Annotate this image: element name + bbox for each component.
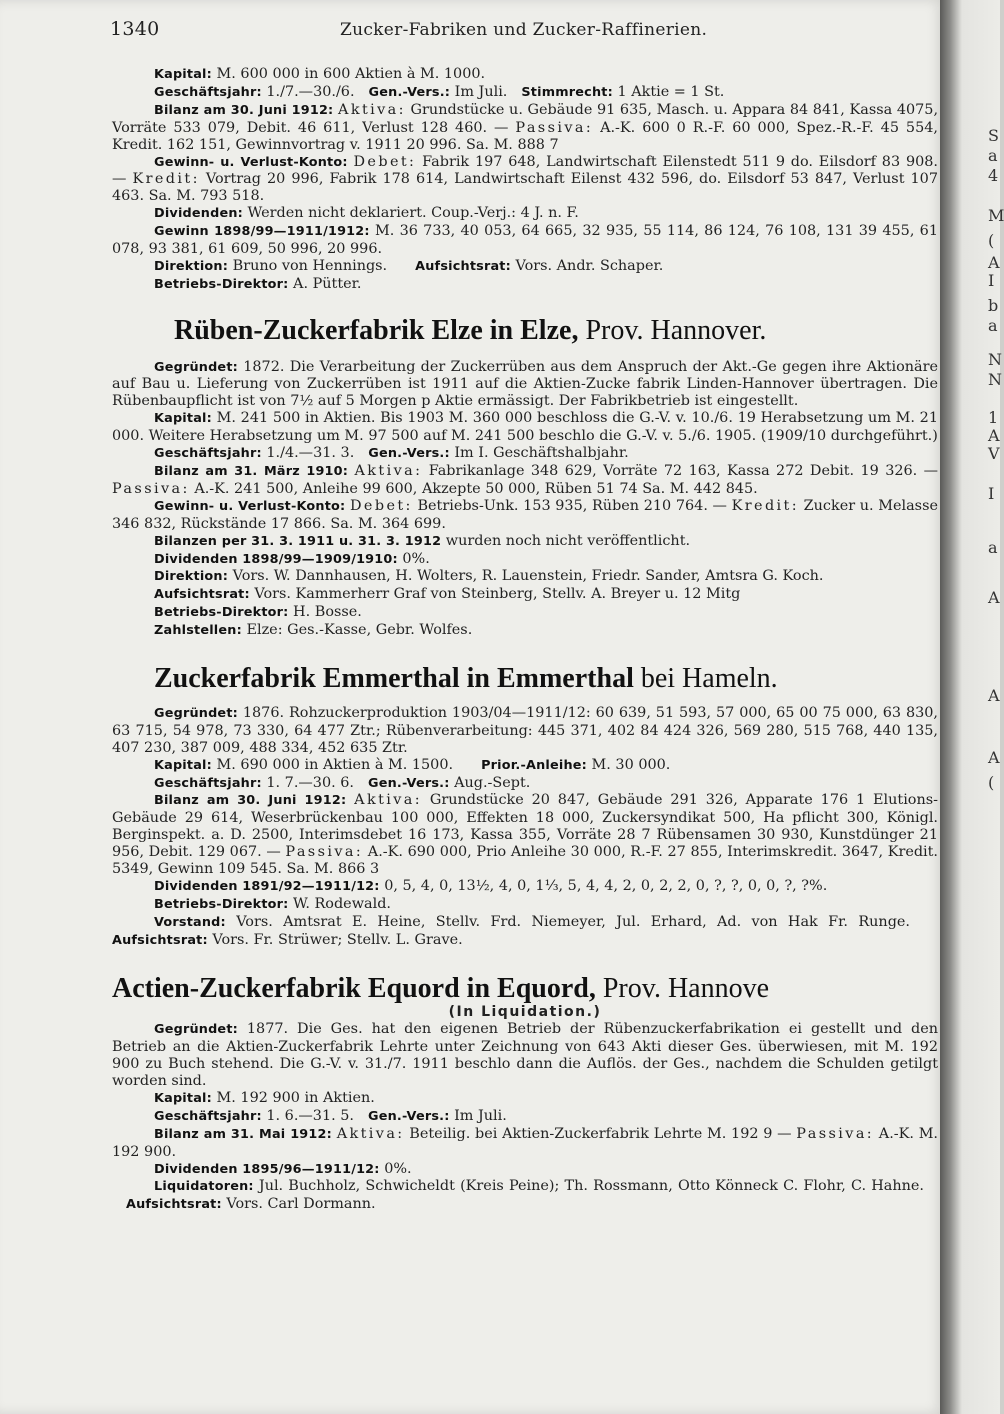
gegruendet-text: 1877. Die Ges. hat den eigenen Betrieb der Rübenzuckerfabrikation ei gestellt und den Betrieb an die Aktien-Zuckerfabrik Lehrte unter Zeichnung von 643 Akti dieser Ges. überwiesen, mit M. 192 900 zu Buch stehend. Die G.-V. v. 31./7. 1911 beschlo dann die Auflös. der Ges., nachdem die Schulden getilgt worden sind. xyxy=(112,1021,938,1089)
genvers-label: Gen.-Vers.: xyxy=(368,775,450,791)
bilanz-label: Bilanz am 30. Juni 1912: xyxy=(154,793,347,809)
bilanz-paragraph xyxy=(112,463,938,498)
entry-equord xyxy=(112,974,938,1215)
kredit-text: Zucker u. Melasse 346 832, Rückstände 17 866. Sa. M. 364 699. xyxy=(112,497,938,532)
prioranleihe-label: Prior.-Anleihe: xyxy=(481,757,587,773)
aktiva-label: Aktiva: xyxy=(336,1125,405,1142)
vorstand-paragraph xyxy=(112,914,938,950)
kapital-paragraph xyxy=(112,410,938,445)
stimmrecht-label: Stimmrecht: xyxy=(521,84,613,100)
dividenden-text: 0%. xyxy=(384,1160,412,1177)
passiva-text: A.-K. 690 000, Prio Anleihe 30 000, R.-F. 27 855, Interimskredit. 3647, Kredit. 5349, Gewinn 109 545. Sa. M. 866 3 xyxy=(112,844,939,878)
vorstand-label: Vorstand: xyxy=(154,914,226,930)
entry-emmerthal xyxy=(112,664,938,949)
kapital-label: Kapital: xyxy=(154,411,212,427)
gegruendet-paragraph xyxy=(112,705,938,757)
margin-glyph: b xyxy=(988,296,999,315)
geschaeftsjahr-label: Geschäftsjahr: xyxy=(154,446,262,462)
betriebsdirektor-text: W. Rodewald. xyxy=(293,895,391,912)
aufsichtsrat-label: Aufsichtsrat: xyxy=(415,258,511,274)
dividenden-line xyxy=(112,551,938,569)
kredit-label: Kredit: xyxy=(132,171,200,188)
dividenden-line xyxy=(112,1161,938,1179)
margin-glyph: A xyxy=(988,748,1000,767)
facing-page-margin xyxy=(986,0,1004,1414)
debet-text: Fabrik 197 648, Landwirtschaft Eilenstedt 511 9 do. Eilsdorf 83 908. — xyxy=(112,153,938,188)
gegruendet-label: Gegründet: xyxy=(154,359,238,375)
kapital-label: Kapital: xyxy=(154,1090,212,1106)
kapital-line xyxy=(112,66,938,84)
kapital-line xyxy=(112,1090,938,1108)
passiva-text: A.-K. 241 500, Anleihe 99 600, Akzepte 50 000, Rüben 51 74 Sa. M. 442 845. xyxy=(194,480,758,497)
aktiva-label: Aktiva: xyxy=(354,792,423,809)
margin-glyph: 1 xyxy=(988,408,999,427)
betriebsdirektor-text: H. Bosse. xyxy=(293,604,362,621)
aktiva-label: Aktiva: xyxy=(338,101,406,118)
bilanz-label: Bilanz am 31. März 1910: xyxy=(154,464,349,480)
passiva-label: Passiva: xyxy=(796,1125,875,1142)
company-region: Prov. Hannove xyxy=(602,972,770,1004)
liquidatoren-label: Liquidatoren: xyxy=(154,1179,254,1195)
direktion-text: Vors. W. Dannhausen, H. Wolters, R. Lauenstein, Friedr. Sander, Amtsra G. Koch. xyxy=(232,568,824,585)
entry-continuation xyxy=(112,66,938,294)
aktiva-text: Fabrikanlage 348 629, Vorräte 72 163, Kassa 272 Debit. 19 326. — xyxy=(428,463,939,480)
betriebsdirektor-label: Betriebs-Direktor: xyxy=(154,276,289,292)
kredit-label: Kredit: xyxy=(731,497,799,514)
direktion-label: Direktion: xyxy=(154,258,229,274)
geschaeftsjahr-line xyxy=(112,84,938,102)
passiva-text: A.-K. 600 0 R.-F. 60 000, Spez.-R.-F. 45 554, Kredit. 162 151, Gewinnvortrag v. 1911 20 996. Sa. M. 888 7 xyxy=(112,119,938,153)
entry-elze xyxy=(112,316,938,640)
aufsichtsrat-label: Aufsichtsrat: xyxy=(112,932,208,948)
zahlstellen-text: Elze: Ges.-Kasse, Gebr. Wolfes. xyxy=(246,622,473,639)
debet-label: Debet: xyxy=(353,153,417,170)
company-region: Prov. Hannover. xyxy=(585,314,767,346)
dividenden-label: Dividenden 1898/99—1909/1910: xyxy=(154,551,398,567)
margin-glyph: I xyxy=(988,484,995,503)
kapital-label: Kapital: xyxy=(154,757,212,773)
genvers-label: Gen.-Vers.: xyxy=(368,446,450,462)
betriebsdirektor-text: A. Pütter. xyxy=(293,275,362,292)
geschaeftsjahr-label: Geschäftsjahr: xyxy=(154,84,262,100)
margin-glyph: M xyxy=(988,206,1004,225)
genvers-label: Gen.-Vers.: xyxy=(368,84,451,100)
dividenden-line xyxy=(112,205,938,223)
margin-glyph: a xyxy=(988,316,998,335)
dividenden-label: Dividenden 1891/92—1911/12: xyxy=(154,878,380,894)
margin-glyph: S xyxy=(988,126,999,145)
betriebsdirektor-line xyxy=(112,276,938,294)
bilanz-paragraph xyxy=(112,1126,938,1161)
margin-glyph: A xyxy=(988,588,1000,607)
running-title: Zucker-Fabriken und Zucker-Raffinerien. xyxy=(340,20,708,40)
gewinn-paragraph xyxy=(112,223,938,258)
prioranleihe-text: M. 30 000. xyxy=(591,756,671,773)
direktion-text: Bruno von Hennings. xyxy=(232,257,388,274)
bilanzen-label: Bilanzen per 31. 3. 1911 u. 31. 3. 1912 xyxy=(154,533,442,549)
margin-glyph: A xyxy=(988,426,1000,445)
gegruendet-paragraph xyxy=(112,1021,938,1090)
vorstand-text: Vors. Amtsrat E. Heine, Stellv. Frd. Niemeyer, Jul. Erhard, Ad. von Hak Fr. Runge. xyxy=(236,913,910,930)
gewinn-text: M. 36 733, 40 053, 64 665, 32 935, 55 114, 86 124, 76 108, 131 39 455, 61 078, 93 381, 61 609, 50 996, 20 996. xyxy=(112,223,938,258)
liquidatoren-text: Jul. Buchholz, Schwicheldt (Kreis Peine); Th. Rossmann, Otto Könneck C. Flohr, C. Hahne. xyxy=(258,1178,924,1195)
gewinn-label: Gewinn 1898/99—1911/1912: xyxy=(154,224,370,240)
company-title-equord xyxy=(112,974,938,1005)
aufsichtsrat-label: Aufsichtsrat: xyxy=(126,1197,222,1213)
passiva-label: Passiva: xyxy=(112,480,190,497)
zahlstellen-line xyxy=(112,622,938,640)
guv-label: Gewinn- u. Verlust-Konto: xyxy=(154,498,346,514)
betriebsdirektor-label: Betriebs-Direktor: xyxy=(154,605,289,621)
dividenden-label: Dividenden: xyxy=(154,206,243,222)
genvers-text: Im Juli. xyxy=(454,83,508,100)
gegruendet-text: 1872. Die Verarbeitung der Zuckerrüben aus dem Anspruch der Akt.-Ge gegen ihre Aktionäre auf Bau u. Lieferung von Zuckerrüben ist 1911 auf die Aktien-Zucke fabrik Linden-Hannover übertragen. Die Rübenbaupflicht ist von 7½ auf 5 Morgen p Aktie ermässigt. Der Fabrikbetrieb ist eingestellt. xyxy=(112,358,938,410)
genvers-label: Gen.-Vers.: xyxy=(368,1108,450,1124)
geschaeftsjahr-line xyxy=(112,775,938,793)
debet-label: Debet: xyxy=(349,497,413,514)
dividenden-text: 0%. xyxy=(402,550,430,567)
kapital-text: M. 241 500 in Aktien. Bis 1903 M. 360 000 beschloss die G.-V. v. 10./6. 19 Herabsetzung um M. 21 000. Weitere Herabsetzung um M. 97 500 auf M. 241 500 beschlo die G.-V. v. 5./6. 1905. (1909/10 durchgeführt.) xyxy=(112,410,938,445)
aufsichtsrat-text: Vors. Fr. Strüwer; Stellv. L. Grave. xyxy=(212,931,463,948)
genvers-text: Im Juli. xyxy=(454,1107,507,1124)
geschaeftsjahr-line xyxy=(112,445,938,463)
bilanzen-line xyxy=(112,533,938,551)
margin-glyph: N xyxy=(988,370,1002,389)
direktion-line xyxy=(112,258,938,276)
aktiva-text: Grundstücke 20 847, Gebäude 291 326, Apparate 176 1 Elutions-Gebäude 29 614, Weserbrückenbau 100 000, Effekten 18 000, Zuckersyndikat 500, Ha pflicht 300, Königl. Berginspekt. a. D. 2500, Interimsdebet 16 173, Kassa 355, Vorräte 28 7 Rübensamen 30 930, Kunstdünger 21 956, Debit. 129 067. — xyxy=(112,792,938,861)
margin-glyph: I xyxy=(988,271,995,290)
geschaeftsjahr-text: 1. 7.—30. 6. xyxy=(266,774,354,791)
company-region: bei Hameln. xyxy=(640,663,778,695)
gegruendet-paragraph xyxy=(112,359,938,411)
margin-glyph: ( xyxy=(988,231,995,250)
kredit-text: Vortrag 20 996, Fabrik 178 614, Landwirtschaft Eilenst 432 596, do. Eilsdorf 53 847, Verlust 107 463. Sa. M. 793 518. xyxy=(112,171,938,205)
page-number: 1340 xyxy=(110,18,160,40)
geschaeftsjahr-text: 1./7.—30./6. xyxy=(266,83,355,100)
margin-glyph: A xyxy=(988,686,1000,705)
geschaeftsjahr-text: 1. 6.—31. 5. xyxy=(266,1107,354,1124)
guv-paragraph xyxy=(112,498,938,533)
genvers-text: Aug.-Sept. xyxy=(454,774,531,791)
geschaeftsjahr-label: Geschäftsjahr: xyxy=(154,1108,262,1124)
bilanz-paragraph xyxy=(112,792,938,878)
direktion-label: Direktion: xyxy=(154,569,229,585)
aufsichtsrat-text: Vors. Andr. Schaper. xyxy=(515,257,664,274)
guv-label: Gewinn- u. Verlust-Konto: xyxy=(154,154,348,170)
kapital-text: M. 192 900 in Aktien. xyxy=(216,1089,375,1106)
geschaeftsjahr-text: 1./4.—31. 3. xyxy=(266,445,355,462)
page-header xyxy=(110,18,936,44)
gegruendet-label: Gegründet: xyxy=(154,1022,238,1038)
debet-text: Betriebs-Unk. 153 935, Rüben 210 764. — xyxy=(417,497,727,514)
bilanz-label: Bilanz am 31. Mai 1912: xyxy=(154,1126,332,1142)
passiva-label: Passiva: xyxy=(285,844,364,861)
guv-paragraph xyxy=(112,154,938,206)
bilanzen-text: wurden noch nicht veröffentlicht. xyxy=(445,532,691,549)
genvers-text: Im I. Geschäftshalbjahr. xyxy=(454,445,629,462)
aufsichtsrat-text: Vors. Carl Dormann. xyxy=(226,1196,376,1213)
aktiva-text: Beteilig. bei Aktien-Zuckerfabrik Lehrte M. 192 9 — xyxy=(409,1125,792,1142)
betriebsdirektor-line xyxy=(112,896,938,914)
stimmrecht-text: 1 Aktie = 1 St. xyxy=(617,83,725,100)
kapital-text: M. 690 000 in Aktien à M. 1500. xyxy=(216,756,454,773)
company-title-elze xyxy=(174,316,938,347)
zahlstellen-label: Zahlstellen: xyxy=(154,623,242,639)
aufsichtsrat-text: Vors. Kammerherr Graf von Steinberg, Stellv. A. Breyer u. 12 Mitg xyxy=(254,586,741,603)
aktiva-text: Grundstücke u. Gebäude 91 635, Masch. u. Appara 84 841, Kassa 4075, Vorräte 533 079, Debit. 46 611, Verlust 128 460. — xyxy=(112,101,939,136)
passiva-text: A.-K. M. 192 900. xyxy=(112,1125,939,1160)
liquidatoren-paragraph xyxy=(112,1178,938,1214)
betriebsdirektor-label: Betriebs-Direktor: xyxy=(154,896,289,912)
company-name: Rüben-Zuckerfabrik Elze in Elze, xyxy=(174,314,579,346)
betriebsdirektor-line xyxy=(112,604,938,622)
dividenden-text: 0, 5, 4, 0, 13½, 4, 0, 1⅓, 5, 4, 4, 2, 0, 2, 2, 0, ?, ?, 0, 0, ?, ?%. xyxy=(384,877,828,894)
geschaeftsjahr-label: Geschäftsjahr: xyxy=(154,775,262,791)
margin-glyph: A xyxy=(988,253,1000,272)
direktion-paragraph xyxy=(112,568,938,586)
bilanz-paragraph xyxy=(112,102,938,154)
dividenden-line xyxy=(112,878,938,896)
aufsichtsrat-label: Aufsichtsrat: xyxy=(154,587,250,603)
margin-glyph: 4 xyxy=(988,166,999,185)
passiva-label: Passiva: xyxy=(515,119,594,136)
margin-glyph: a xyxy=(988,538,998,557)
margin-glyph: N xyxy=(988,350,1002,369)
dividenden-label: Dividenden 1895/96—1911/12: xyxy=(154,1161,380,1177)
kapital-line xyxy=(112,757,938,775)
company-name: Actien-Zuckerfabrik Equord in Equord, xyxy=(112,972,596,1004)
gegruendet-label: Gegründet: xyxy=(154,705,238,721)
kapital-text: M. 600 000 in 600 Aktien à M. 1000. xyxy=(216,66,486,82)
company-title-emmerthal xyxy=(154,664,938,695)
liquidation-subtitle: (In Liquidation.) xyxy=(448,1004,602,1021)
dividenden-text: Werden nicht deklariert. Coup.-Verj.: 4 J. n. F. xyxy=(247,205,579,222)
bilanz-label: Bilanz am 30. Juni 1912: xyxy=(154,102,334,118)
margin-glyph: ( xyxy=(988,773,995,792)
kapital-label: Kapital: xyxy=(154,67,212,82)
aktiva-label: Aktiva: xyxy=(354,463,423,480)
geschaeftsjahr-line xyxy=(112,1108,938,1126)
margin-glyph: a xyxy=(988,146,998,165)
page-content xyxy=(112,66,938,1214)
aufsichtsrat-line xyxy=(112,586,938,604)
margin-glyph: V xyxy=(988,444,1000,463)
company-name: Zuckerfabrik Emmerthal in Emmerthal xyxy=(154,663,634,695)
gegruendet-text: 1876. Rohzuckerproduktion 1903/04—1911/12: 60 639, 51 593, 57 000, 65 00 75 000, 63 830, 63 715, 54 978, 73 330, 64 477 Ztr.; Rübenverarbeitung: 445 371, 402 84 424 326, 569 280, 515 768, 440 135, 407 230, 387 009, 488 334, 452 635 Ztr. xyxy=(112,704,938,756)
